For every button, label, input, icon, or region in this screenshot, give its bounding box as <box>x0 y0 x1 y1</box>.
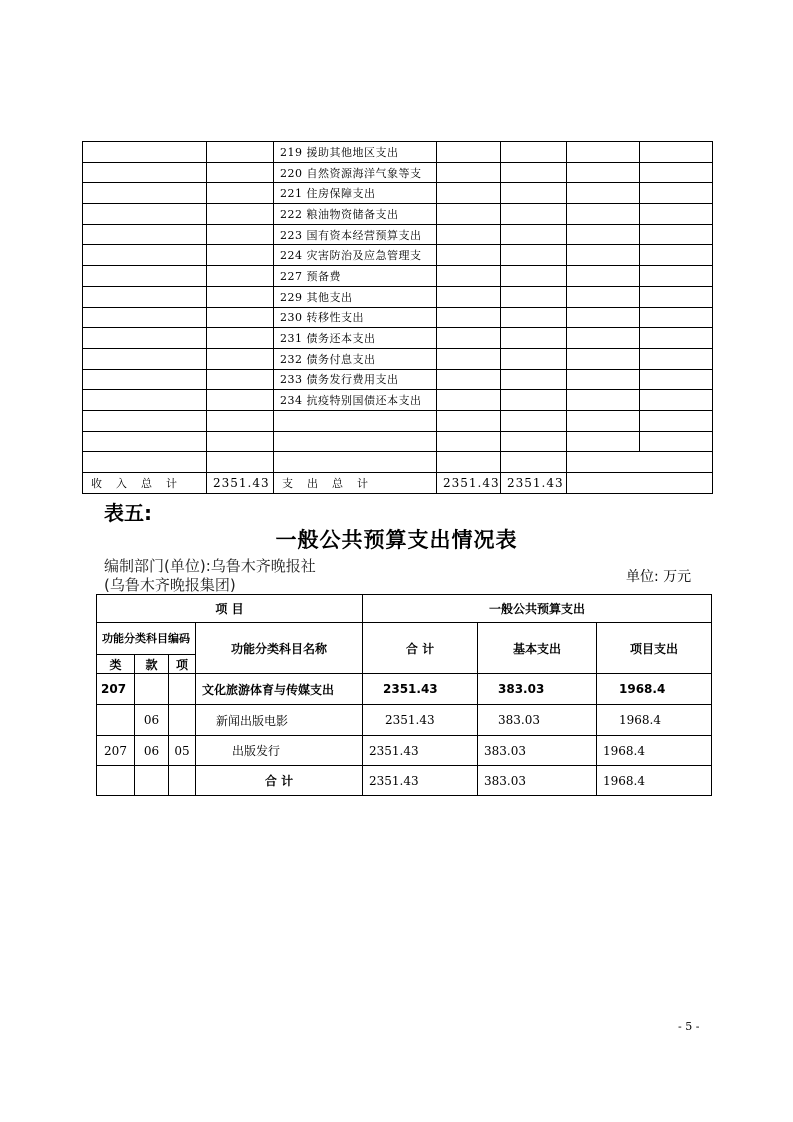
cell <box>640 307 713 328</box>
cell <box>83 410 207 431</box>
header-class: 类 <box>97 655 135 674</box>
cell-project: 1968.4 <box>597 736 712 766</box>
expense-total-label: 支出总计 <box>274 473 437 494</box>
cell-name: 新闻出版电影 <box>196 705 363 736</box>
cell <box>501 142 567 163</box>
table-row <box>83 142 713 163</box>
cell-total: 2351.43 <box>363 736 478 766</box>
table-row <box>97 736 712 766</box>
cell <box>207 245 274 266</box>
cell <box>567 452 713 473</box>
cell <box>437 307 501 328</box>
cell <box>567 348 640 369</box>
cell <box>437 245 501 266</box>
cell <box>83 142 207 163</box>
cell <box>437 162 501 183</box>
header-budget: 一般公共预算支出 <box>363 595 712 623</box>
cell <box>567 369 640 390</box>
expense-item: 220 自然资源海洋气象等支 <box>274 162 437 183</box>
cell <box>567 245 640 266</box>
cell <box>207 162 274 183</box>
cell <box>640 390 713 411</box>
expense-item: 219 援助其他地区支出 <box>274 142 437 163</box>
cell <box>567 162 640 183</box>
table-row <box>83 162 713 183</box>
totals-row <box>83 473 713 494</box>
table-row <box>83 328 713 349</box>
cell <box>83 224 207 245</box>
table-row <box>83 204 713 225</box>
cell <box>437 224 501 245</box>
cell-basic: 383.03 <box>478 736 597 766</box>
cell-basic: 383.03 <box>478 705 597 736</box>
expense-item: 227 预备费 <box>274 266 437 287</box>
cell <box>207 390 274 411</box>
cell <box>83 369 207 390</box>
cell <box>640 183 713 204</box>
cell <box>437 286 501 307</box>
header-name: 功能分类科目名称 <box>196 623 363 674</box>
cell-project: 1968.4 <box>597 674 712 705</box>
table-row <box>97 705 712 736</box>
cell <box>567 142 640 163</box>
sum-basic: 383.03 <box>478 766 597 796</box>
table-title: 一般公共预算支出情况表 <box>275 528 518 552</box>
cell <box>501 431 567 452</box>
cell <box>207 369 274 390</box>
expense-total-value: 2351.43 <box>437 473 501 494</box>
cell-xiang <box>169 766 196 796</box>
cell <box>83 307 207 328</box>
cell <box>567 204 640 225</box>
cell <box>640 410 713 431</box>
cell <box>640 204 713 225</box>
cell-class <box>97 766 135 796</box>
cell <box>640 224 713 245</box>
cell <box>83 204 207 225</box>
cell-name: 出版发行 <box>196 736 363 766</box>
cell-kuan <box>135 766 169 796</box>
cell <box>437 348 501 369</box>
cell <box>640 286 713 307</box>
expense-item: 232 债务付息支出 <box>274 348 437 369</box>
cell <box>437 328 501 349</box>
cell <box>83 245 207 266</box>
cell <box>567 390 640 411</box>
cell-total: 2351.43 <box>363 674 478 705</box>
table-row <box>83 348 713 369</box>
cell <box>501 369 567 390</box>
income-total-value: 2351.43 <box>207 473 274 494</box>
cell <box>207 142 274 163</box>
cell <box>83 266 207 287</box>
cell <box>207 307 274 328</box>
sum-project: 1968.4 <box>597 766 712 796</box>
cell <box>207 224 274 245</box>
cell <box>207 183 274 204</box>
cell <box>501 452 567 473</box>
table-row <box>97 674 712 705</box>
cell <box>501 348 567 369</box>
expense-item: 234 抗疫特别国债还本支出 <box>274 390 437 411</box>
cell <box>567 328 640 349</box>
table-row <box>83 369 713 390</box>
cell <box>640 266 713 287</box>
cell-xiang: 05 <box>169 736 196 766</box>
cell <box>501 390 567 411</box>
cell <box>501 307 567 328</box>
cell <box>83 452 207 473</box>
cell <box>83 390 207 411</box>
cell <box>567 473 713 494</box>
cell <box>274 431 437 452</box>
cell <box>274 452 437 473</box>
cell <box>640 369 713 390</box>
cell-total: 2351.43 <box>363 705 478 736</box>
cell <box>501 224 567 245</box>
cell <box>83 431 207 452</box>
cell <box>567 431 640 452</box>
cell <box>567 183 640 204</box>
cell <box>567 286 640 307</box>
cell-class: 207 <box>97 674 135 705</box>
cell <box>207 204 274 225</box>
header-kuan: 款 <box>135 655 169 674</box>
cell <box>567 410 640 431</box>
cell <box>83 162 207 183</box>
expense-item: 230 转移性支出 <box>274 307 437 328</box>
header-item: 项 目 <box>97 595 363 623</box>
table-row <box>83 307 713 328</box>
cell <box>640 162 713 183</box>
cell-kuan: 06 <box>135 736 169 766</box>
sum-total: 2351.43 <box>363 766 478 796</box>
cell <box>207 328 274 349</box>
table-row <box>83 431 713 452</box>
header-project: 项目支出 <box>597 623 712 674</box>
expense-item: 223 国有资本经营预算支出 <box>274 224 437 245</box>
expense-item: 221 住房保障支出 <box>274 183 437 204</box>
cell <box>274 410 437 431</box>
section-label: 表五: <box>104 501 152 525</box>
cell <box>567 224 640 245</box>
cell <box>207 348 274 369</box>
income-total-label: 收入总计 <box>83 473 207 494</box>
cell <box>83 348 207 369</box>
table-row <box>83 410 713 431</box>
cell <box>640 348 713 369</box>
cell <box>437 266 501 287</box>
cell <box>437 369 501 390</box>
table-row <box>83 286 713 307</box>
cell <box>640 142 713 163</box>
department-line-2: (乌鲁木齐晚报集团) <box>104 576 236 594</box>
cell-class <box>97 705 135 736</box>
cell <box>207 452 274 473</box>
cell <box>501 162 567 183</box>
expense-total-value-2: 2351.43 <box>501 473 567 494</box>
cell-kuan: 06 <box>135 705 169 736</box>
cell <box>437 204 501 225</box>
cell <box>501 266 567 287</box>
expense-item: 224 灾害防治及应急管理支 <box>274 245 437 266</box>
cell <box>437 452 501 473</box>
page-number: - 5 - <box>678 1020 700 1033</box>
table-row <box>83 245 713 266</box>
expense-item: 229 其他支出 <box>274 286 437 307</box>
header-basic: 基本支出 <box>478 623 597 674</box>
cell <box>207 286 274 307</box>
table-row <box>83 452 713 473</box>
cell-xiang <box>169 705 196 736</box>
cell-name: 文化旅游体育与传媒支出 <box>196 674 363 705</box>
cell <box>567 307 640 328</box>
expense-item: 222 粮油物资储备支出 <box>274 204 437 225</box>
cell <box>437 431 501 452</box>
cell <box>501 204 567 225</box>
table-row <box>83 224 713 245</box>
cell <box>437 142 501 163</box>
cell <box>83 286 207 307</box>
cell <box>501 328 567 349</box>
cell <box>83 183 207 204</box>
income-expense-continuation-table <box>82 141 713 494</box>
table-row <box>83 390 713 411</box>
expense-item: 231 债务还本支出 <box>274 328 437 349</box>
department-line-1: 编制部门(单位):乌鲁木齐晚报社 <box>104 557 316 575</box>
cell-xiang <box>169 674 196 705</box>
cell <box>640 431 713 452</box>
cell <box>207 266 274 287</box>
table-row <box>83 183 713 204</box>
cell <box>83 328 207 349</box>
header-code: 功能分类科目编码 <box>97 623 196 655</box>
cell <box>640 245 713 266</box>
table-row <box>83 266 713 287</box>
cell <box>437 183 501 204</box>
cell <box>501 245 567 266</box>
cell <box>640 328 713 349</box>
cell-kuan <box>135 674 169 705</box>
sum-row <box>97 766 712 796</box>
cell-basic: 383.03 <box>478 674 597 705</box>
cell <box>567 266 640 287</box>
cell <box>437 410 501 431</box>
sum-label: 合 计 <box>196 766 363 796</box>
expense-item: 233 债务发行费用支出 <box>274 369 437 390</box>
unit-label: 单位: 万元 <box>626 569 692 585</box>
cell <box>207 410 274 431</box>
cell <box>207 431 274 452</box>
header-xiang: 项 <box>169 655 196 674</box>
header-total: 合 计 <box>363 623 478 674</box>
cell <box>501 410 567 431</box>
cell-project: 1968.4 <box>597 705 712 736</box>
cell <box>501 183 567 204</box>
cell <box>437 390 501 411</box>
general-public-budget-table <box>96 594 712 796</box>
cell <box>501 286 567 307</box>
cell-class: 207 <box>97 736 135 766</box>
